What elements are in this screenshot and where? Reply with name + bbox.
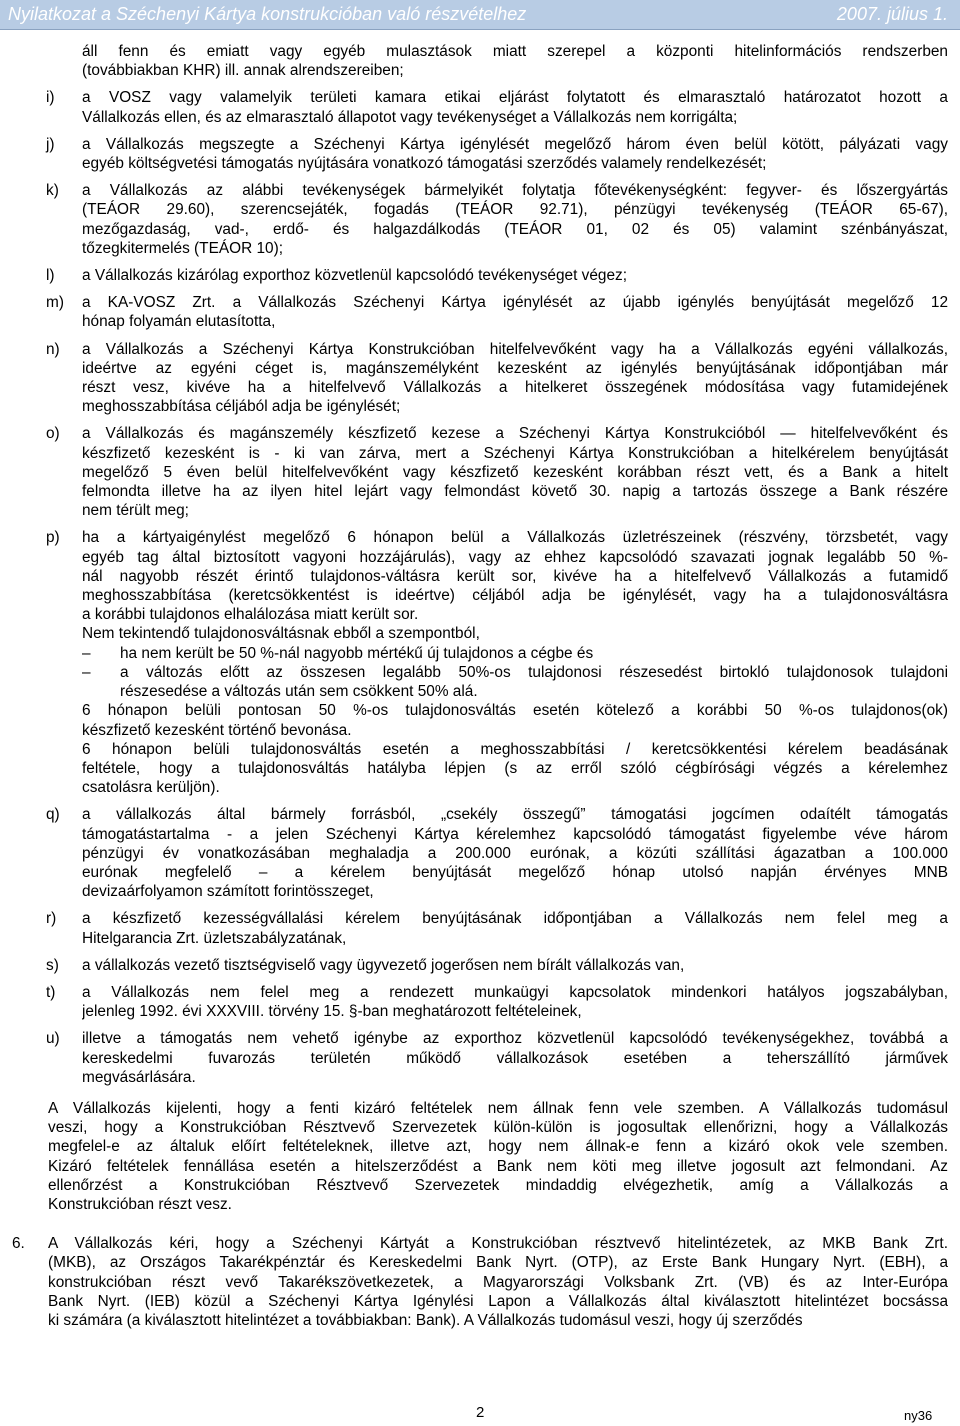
exception-note-line: feltétele, hogy a tulajdonosváltás hatályba lépjen (s az erről szóló cégbírósági végzés a kérelemhez	[82, 759, 948, 777]
list-item-label: i)	[46, 89, 55, 107]
list-item-line: mezőgazdaság, vad-, erdő- és halgazdálkodás (TEÁOR 01, 02 és 05) valamint szénbányászat,	[82, 220, 948, 238]
list-item	[0, 424, 960, 520]
list-item-line: kereskedelmi fuvarozás területén működő vállalkozások esetében a teherszállító járművek	[82, 1049, 948, 1067]
list-item-line: készfizető kezesként is - ki van zárva, mert a Széchenyi Kártya Konstrukcióban a hitelkérelem benyújtását	[82, 444, 948, 462]
list-item	[0, 340, 960, 417]
section-number: 6.	[12, 1235, 25, 1253]
list-item-line: a vállalkozás vezető tisztségviselő vagy ügyvezető jogerősen nem bírált vállalkozás van,	[82, 956, 685, 974]
list-item-line: jelenleg 1992. évi XXXVIII. törvény 15. §-ban meghatározott feltételeinek,	[82, 1003, 582, 1021]
list-item-label: q)	[46, 806, 60, 824]
list-item-line: a Vállalkozás nem felel meg a rendezett munkaügyi kapcsolatok mindenkori hatályos jogszabályban,	[82, 983, 948, 1001]
list-item-line: illetve a támogatás nem vehető igénybe az exporthoz közvetlenül kapcsolódó tevékenységekhez, továbbá a	[82, 1030, 948, 1048]
list-item-label: s)	[46, 956, 59, 974]
list-item	[0, 266, 960, 285]
list-item	[0, 528, 960, 797]
exception-note-line: készfizető kezesként történő bevonása.	[82, 721, 352, 739]
page-number: 2	[476, 1404, 485, 1421]
list-item-label: t)	[46, 983, 56, 1001]
list-item	[0, 805, 960, 901]
header-date: 2007. július 1.	[836, 4, 948, 24]
list-item-line: devizaárfolyamon számított forintösszeget,	[82, 883, 374, 901]
list-item	[0, 983, 960, 1021]
list-item-line: egyéb költségvetési támogatás nyújtására vonatkozó támogatási szerződés valamely rendelkezését;	[82, 155, 767, 173]
exception-bullet	[0, 644, 960, 663]
list-item-line: (TEÁOR 29.60), szerencsejáték, fogadás (TEÁOR 92.71), pénzügyi tevékenység (TEÁOR 65-67),	[82, 201, 948, 219]
list-item-label: r)	[46, 910, 57, 928]
list-item-line: a korábbi tulajdonos elhalálozása miatt került sor.	[82, 606, 419, 624]
list-item-line: Vállalkozás ellen, és az elmarasztaló állapotot vagy tevékenységet a Vállalkozás nem korrigálta;	[82, 108, 738, 126]
list-item-line: a VOSZ vagy valamelyik területi kamara etikai eljárást folytatott és elmarasztaló határozatot hozott a	[82, 89, 948, 107]
document-code: ny36	[904, 1408, 933, 1423]
list-item-line: a vállalkozás által bármely forrásból, „csekély összegű” támogatási jogcímen odaítélt támogatás	[82, 806, 948, 824]
section-6-line: konstrukcióban részt vevő Takarékszövetkezetek, a Magyarországi Volksbank Zrt. (VB) és az Inter-Európa	[48, 1273, 948, 1291]
list-item-line: meghosszabbítása (keretcsökkentést is ideértve) céljából adja be igénylését, vagy ha a tulajdonosváltásra	[82, 587, 948, 605]
exception-note-line: csatolásra kerüljön).	[82, 779, 220, 797]
section-6	[0, 1234, 960, 1330]
list-item-line: ha a kártyaigénylést megelőző 6 hónapon belül a Vállalkozás üzletrészeinek (részvény, törzsbetét, vagy	[82, 529, 948, 547]
list-item-line: egyéb tag által biztosított vagyoni hozzájárulás), vagy az ehhez kapcsolódó szavazati jognak legalább 50 %-	[82, 548, 948, 566]
list-item-line: a KA-VOSZ Zrt. a Vállalkozás Széchenyi Kártya igénylését az újabb igénylés benyújtását megelőző 12	[82, 294, 948, 312]
section-6-line: (MKB), az Országos Takarékpénztár és Kereskedelmi Bank Nyrt. (OTP), az Erste Bank Hungary Nyrt. (EBH), a	[48, 1254, 948, 1272]
page-header	[0, 0, 960, 30]
list-item-label: l)	[46, 267, 55, 285]
list-item-label: n)	[46, 340, 60, 358]
list-item-label: k)	[46, 182, 59, 200]
list-item-line: nál nagyobb részét érintő tulajdonos-váltásra került sor, kivéve ha a hitelfelvevő Vállalkozás a futamidő	[82, 567, 948, 585]
closing-paragraph-line: veszi, hogy a Konstrukcióban Résztvevő Szervezetek külön-külön is jogosultak ellenőrizni, hogy a Vállalkozás	[48, 1119, 948, 1137]
list-item-line: megvásárlására.	[82, 1068, 196, 1086]
list-item-label: u)	[46, 1030, 60, 1048]
closing-paragraph-line: Konstrukcióban részt vesz.	[48, 1195, 232, 1213]
list-item-line: ideértve az egyéni céget is, magánszemélyként kezesként az igénylés benyújtásának időpontjában már	[82, 359, 948, 377]
list-item	[0, 1029, 960, 1087]
section-6-line: A Vállalkozás kéri, hogy a Széchenyi Kártyát a Konstrukcióban résztvevő hitelintézetek, az MKB Bank Zrt.	[48, 1235, 948, 1253]
closing-paragraph-line: A Vállalkozás kijelenti, hogy a fenti kizáró feltételek nem állnak fenn vele szemben. A Vállalkozás tudomásul	[48, 1099, 948, 1117]
closing-paragraph-line: megfelel-e az általuk előírt feltételeknek, illetve azt, hogy nem állnak-e fenn a kizáró okok vele szemben.	[48, 1138, 948, 1156]
closing-paragraph-line: Kizáró feltételek fennállása esetén a hitelszerződést a Bank nem köti meg illetve jogosult azt felmondani. Az	[48, 1157, 948, 1175]
bullet-dash-icon: –	[82, 663, 91, 681]
list-item-label: o)	[46, 425, 60, 443]
list-item	[0, 135, 960, 173]
list-item-line: a Vállalkozás kizárólag exporthoz közvetlenül kapcsolódó tevékenységet végez;	[82, 267, 627, 285]
list-item-line: a készfizető kezességvállalási kérelem benyújtásának időpontjában a Vállalkozás nem felel meg a	[82, 910, 948, 928]
list-item-line: megelőző 5 éven belül hitelfelvevőként vagy készfizető kezesként korábban részt vett, és a Bank a hitelt	[82, 463, 948, 481]
exception-note-line: 6 hónapon belüli pontosan 50 %-os tulajdonosváltás esetén kötelező a korábbi 50 %-os tulajdonos(ok)	[82, 702, 948, 720]
list-item-line: eurónak megfelelő – a kérelem benyújtását megelőző hónap utolsó napján érvényes MNB	[82, 863, 948, 881]
exception-bullet	[0, 663, 960, 701]
list-item-line: a Vállalkozás megszegte a Széchenyi Kártya igénylését megelőző három éven belül kötött, pályázati vagy	[82, 135, 948, 153]
list-item-line: felmondta illetve ha az ilyen hitel lejárt vagy felmondást követő 30. napig a tartozás összege a Bank részére	[82, 483, 948, 501]
section-6-line: ki számára (a kiválasztott hitelintézet a továbbiakban: Bank). A Vállalkozás tudomásul veszi, hogy új szerződés	[48, 1311, 803, 1329]
list-item	[0, 88, 960, 126]
section-6-line: Bank Nyrt. (IEB) közül a Széchenyi Kártya Igénylési Lapon a Vállalkozás által kiválasztott hitelintézet bocsássa	[48, 1292, 948, 1310]
list-item	[0, 293, 960, 331]
bullet-dash-icon: –	[82, 644, 91, 662]
list-item-line: támogatástartalma - a jelen Széchenyi Kártya kérelemhez kapcsolódó támogatást figyelembe véve három	[82, 825, 948, 843]
list-item-label: j)	[46, 135, 55, 153]
list-item	[0, 956, 960, 975]
header-title: Nyilatkozat a Széchenyi Kártya konstrukcióban való részvételhez	[8, 4, 527, 24]
continuation-line: áll fenn és emiatt vagy egyéb mulasztások miatt szerepel a központi hitelinformációs rendszerben	[82, 43, 948, 60]
closing-paragraph	[0, 1099, 960, 1214]
list-item-line: Hitelgarancia Zrt. üzletszabályzatának,	[82, 929, 347, 947]
exception-note-line: 6 hónapon belüli tulajdonosváltás esetén a meghosszabbítási / keretcsökkentési kérelem beadásának	[82, 740, 948, 758]
exception-bullet-line: részesedése a változás után sem csökkent 50% alá.	[120, 683, 478, 701]
closing-paragraph-line: ellenőrzést a Konstrukcióban Résztvevő Szervezetek mindaddig elvégezhetik, amíg a Vállalkozás a	[48, 1176, 948, 1194]
document-body	[0, 42, 960, 1338]
list-item-line: a Vállalkozás és magánszemély készfizető kezese a Széchenyi Kártya Konstrukcióból — hitelfelvevőként és	[82, 425, 948, 443]
exception-bullet-line: ha nem került be 50 %-nál nagyobb mértékű új tulajdonos a cégbe és	[120, 644, 594, 662]
list-item-line: pénzügyi év vonatkozásában meghaladja a 200.000 eurónak, a közúti szállítási ágazatban a 100.000	[82, 844, 948, 862]
continuation-line: (továbbiakban KHR) ill. annak alrendszereiben;	[82, 62, 404, 80]
list-item	[0, 909, 960, 947]
continuation-paragraph	[0, 42, 960, 80]
list-item-line: nem térült meg;	[82, 502, 189, 520]
list-item	[0, 181, 960, 258]
list-item-label: m)	[46, 294, 64, 312]
list-item-line: részt vesz, kivéve ha a hitelfelvevő Vállalkozás a hitelkeret összegének módosítása vagy futamidejének	[82, 379, 948, 397]
list-item-line: hónap folyamán elutasította,	[82, 313, 276, 331]
list-item-label: p)	[46, 529, 60, 547]
list-item-line: a Vállalkozás a Széchenyi Kártya Konstrukcióban hitelfelvevőként vagy ha a Vállalkozás egyéni vállalkozás,	[82, 340, 948, 358]
list-item-line: tőzegkitermelés (TEÁOR 10);	[82, 239, 283, 257]
exception-bullet-line: a változás előtt az összesen legalább 50%-os tulajdonosi részesedést birtokló tulajdonosok tulajdoni	[120, 663, 948, 681]
exception-intro: Nem tekintendő tulajdonosváltásnak ebből a szempontból,	[82, 625, 480, 643]
list-item-line: a Vállalkozás az alábbi tevékenységek bármelyikét folytatja főtevékenységként: fegyver- és lőszergyártás	[82, 182, 948, 200]
list-item-line: meghosszabbítása céljából adja be igénylését;	[82, 398, 401, 416]
